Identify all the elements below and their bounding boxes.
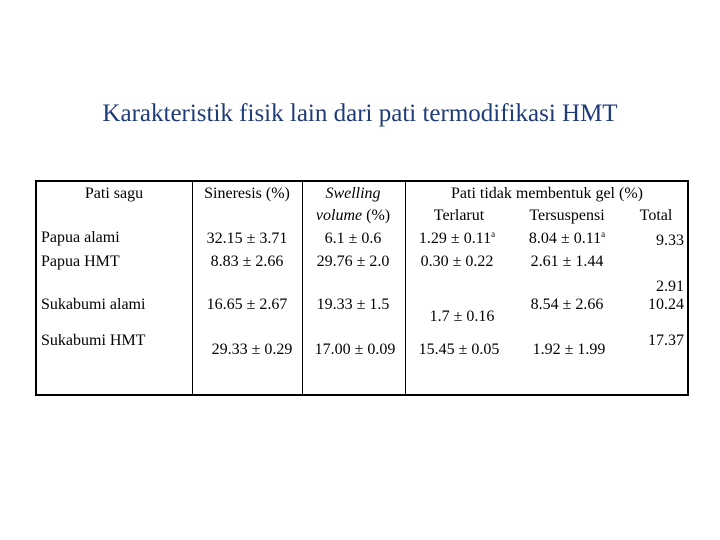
row-name: Sukabumi HMT: [41, 332, 146, 349]
cell-sineresis: 16.65 ± 2.67: [206, 296, 288, 313]
cell-swelling: 29.76 ± 2.0: [316, 253, 390, 270]
header-pati-sagu: Pati sagu: [84, 185, 144, 202]
cell-swelling: 19.33 ± 1.5: [316, 296, 390, 313]
cell-sineresis: 8.83 ± 2.66: [210, 253, 284, 270]
header-swelling: Swelling: [325, 185, 381, 202]
cell-tersuspensi: 1.92 ± 1.99: [532, 341, 606, 358]
cell-terlarut: 1.7 ± 0.16: [429, 308, 495, 325]
cell-sineresis: 32.15 ± 3.71: [206, 230, 288, 247]
column-divider: [405, 182, 406, 394]
cell-swelling: 17.00 ± 0.09: [314, 341, 396, 358]
column-divider: [192, 182, 193, 394]
header-tersuspensi: Tersuspensi: [529, 207, 605, 224]
cell-total: 9.33: [656, 232, 684, 249]
cell-tersuspensi: 8.04 ± 0.11$^a$: [528, 229, 606, 247]
header-total: Total: [639, 207, 673, 224]
data-table: [35, 180, 689, 396]
cell-total: 10.24: [648, 296, 684, 313]
header-pati-tidak-membentuk-gel: Pati tidak membentuk gel (%): [451, 185, 643, 202]
cell-terlarut: 15.45 ± 0.05: [418, 341, 500, 358]
cell-terlarut: 0.30 ± 0.22: [420, 253, 494, 270]
cell-tersuspensi: 2.61 ± 1.44: [530, 253, 604, 270]
cell-terlarut: 1.29 ± 0.11$^a$: [418, 229, 496, 247]
cell-swelling: 6.1 ± 0.6: [324, 230, 382, 247]
row-name: Sukabumi alami: [41, 296, 146, 313]
header-swelling-volume: volume (%): [315, 207, 391, 224]
cell-tersuspensi: 8.54 ± 2.66: [530, 296, 604, 313]
cell-sineresis: 29.33 ± 0.29: [211, 341, 293, 358]
header-terlarut: Terlarut: [433, 207, 485, 224]
cell-total: 17.37: [648, 332, 684, 349]
cell-total: 2.91: [656, 278, 684, 295]
header-sineresis: Sineresis (%): [204, 185, 290, 202]
row-name: Papua HMT: [41, 253, 120, 270]
slide-title: Karakteristik fisik lain dari pati termodifikasi HMT: [102, 100, 618, 127]
column-divider: [302, 182, 303, 394]
row-name: Papua alami: [41, 229, 120, 246]
